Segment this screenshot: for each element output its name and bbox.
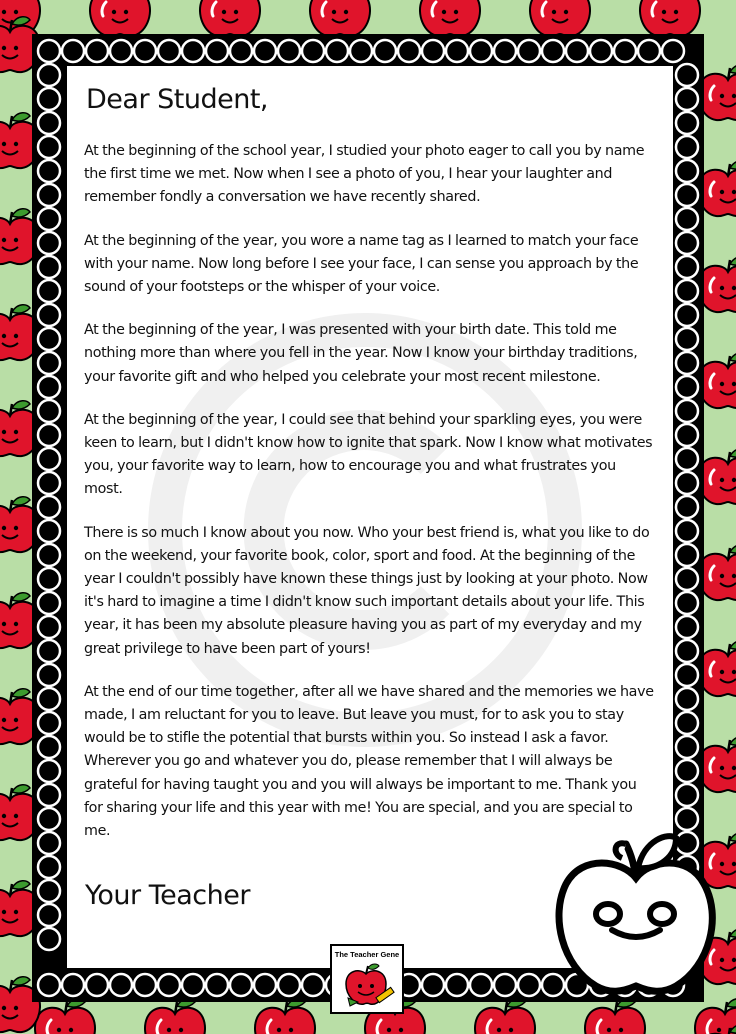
border-loop bbox=[494, 974, 516, 996]
border-loop bbox=[110, 40, 132, 62]
border-loop bbox=[230, 40, 252, 62]
border-loop bbox=[590, 40, 612, 62]
border-loop bbox=[38, 904, 60, 926]
border-loop bbox=[676, 160, 698, 182]
border-loop bbox=[566, 40, 588, 62]
border-loop bbox=[38, 88, 60, 110]
border-loop bbox=[676, 592, 698, 614]
border-loop bbox=[662, 40, 684, 62]
border-loop bbox=[676, 232, 698, 254]
border-loop bbox=[676, 664, 698, 686]
border-loop bbox=[182, 974, 204, 996]
greeting: Dear Student, bbox=[86, 84, 268, 115]
brand-badge bbox=[330, 944, 404, 1014]
border-loop bbox=[134, 40, 156, 62]
border-loop bbox=[38, 640, 60, 662]
paragraph: At the beginning of the year, you wore a name tag as I learned to match your face with your name. Now long before I see your face, I can sense you approach by the sound of your footsteps or the whisper of your voice. bbox=[84, 232, 639, 296]
border-loop bbox=[38, 400, 60, 422]
border-loop bbox=[278, 974, 300, 996]
apple-icon bbox=[420, 0, 480, 36]
border-loop bbox=[38, 688, 60, 710]
apple-icon bbox=[310, 0, 370, 36]
border-loop bbox=[206, 40, 228, 62]
apple-icon bbox=[475, 999, 535, 1034]
border-loop bbox=[676, 64, 698, 86]
border-loop bbox=[254, 974, 276, 996]
border-loop bbox=[374, 40, 396, 62]
border-loop bbox=[676, 280, 698, 302]
border-loop bbox=[676, 304, 698, 326]
border-loop bbox=[470, 974, 492, 996]
smiling-apple-icon bbox=[552, 826, 718, 1002]
border-loop bbox=[182, 40, 204, 62]
border-loop bbox=[38, 424, 60, 446]
border-loop bbox=[676, 184, 698, 206]
border-loop bbox=[676, 616, 698, 638]
border-loop bbox=[38, 376, 60, 398]
border-loop bbox=[38, 256, 60, 278]
border-loop bbox=[62, 974, 84, 996]
border-loop bbox=[518, 40, 540, 62]
border-loop bbox=[38, 328, 60, 350]
border-loop bbox=[206, 974, 228, 996]
border-loop bbox=[110, 974, 132, 996]
border-loop bbox=[326, 40, 348, 62]
border-loop bbox=[38, 760, 60, 782]
border-loop bbox=[38, 544, 60, 566]
border-loop bbox=[278, 40, 300, 62]
border-loop bbox=[38, 856, 60, 878]
apple-icon bbox=[640, 0, 700, 36]
letter-body bbox=[84, 82, 654, 863]
border-loop bbox=[38, 736, 60, 758]
border-loop bbox=[470, 40, 492, 62]
apple-icon bbox=[145, 999, 205, 1034]
border-loop bbox=[230, 974, 252, 996]
brand-name: The Teacher Gene bbox=[334, 950, 400, 959]
border-loop bbox=[676, 376, 698, 398]
apple-icon bbox=[585, 999, 645, 1034]
border-loop bbox=[350, 40, 372, 62]
border-loop bbox=[676, 472, 698, 494]
apple-icon bbox=[90, 0, 150, 36]
border-loop bbox=[446, 40, 468, 62]
paragraph: There is so much I know about you now. Who your best friend is, what you like to do on the weekend, your favorite book, color, sport and food. At the beginning of the year I couldn't possibly have known these things just by looking at your photo. Now it's hard to imagine a time I didn't know such important details about your life. This year, it has been my absolute pleasure having you as part of my everyday and my great privilege to have been part of yours! bbox=[84, 524, 650, 657]
border-loop bbox=[38, 232, 60, 254]
border-loop bbox=[38, 880, 60, 902]
border-loop bbox=[38, 304, 60, 326]
border-loop bbox=[38, 496, 60, 518]
border-loop bbox=[302, 40, 324, 62]
border-loop bbox=[38, 136, 60, 158]
border-loop bbox=[676, 208, 698, 230]
border-loop bbox=[676, 496, 698, 518]
border-loop bbox=[38, 184, 60, 206]
border-loop bbox=[676, 712, 698, 734]
apple-icon bbox=[35, 999, 95, 1034]
border-loop bbox=[676, 448, 698, 470]
border-loop bbox=[38, 112, 60, 134]
border-loop bbox=[38, 160, 60, 182]
border-loop bbox=[38, 808, 60, 830]
border-loop bbox=[676, 400, 698, 422]
border-loop bbox=[422, 974, 444, 996]
border-loop bbox=[676, 640, 698, 662]
border-loop bbox=[38, 712, 60, 734]
border-loop bbox=[676, 760, 698, 782]
border-loop bbox=[446, 974, 468, 996]
apple-icon bbox=[530, 0, 590, 36]
border-loop bbox=[302, 974, 324, 996]
border-loop bbox=[86, 40, 108, 62]
border-loop bbox=[638, 40, 660, 62]
apple-icon bbox=[200, 0, 260, 36]
border-loop bbox=[38, 616, 60, 638]
border-loop bbox=[518, 974, 540, 996]
border-loop bbox=[676, 88, 698, 110]
signature: Your Teacher bbox=[85, 880, 250, 911]
border-loop bbox=[614, 40, 636, 62]
border-loop bbox=[398, 40, 420, 62]
border-loop bbox=[38, 974, 60, 996]
border-loop bbox=[86, 974, 108, 996]
border-loop bbox=[158, 974, 180, 996]
border-loop bbox=[676, 688, 698, 710]
border-loop bbox=[676, 136, 698, 158]
border-loop bbox=[254, 40, 276, 62]
paragraph: At the end of our time together, after all we have shared and the memories we have made, I am reluctant for you to leave. But leave you must, for to ask you to stay would be to stifle the potential that bursts within you. So instead I ask a favor. Wherever you go and whatever you do, please remember that I will always be grateful for having taught you and you will always be important to me. Thank you for sharing your life and this year with me! You are special, and you are special to me. bbox=[84, 683, 654, 840]
border-loop bbox=[38, 520, 60, 542]
border-loop bbox=[38, 592, 60, 614]
paragraph: At the beginning of the year, I could see that behind your sparkling eyes, you were keen to learn, but I didn't know how to ignite that spark. Now I know what motivates you, your favorite way to learn, how to encourage you and what frustrates you most. bbox=[84, 411, 653, 498]
border-loop bbox=[676, 520, 698, 542]
border-loop bbox=[38, 832, 60, 854]
border-loop bbox=[38, 208, 60, 230]
border-loop bbox=[676, 424, 698, 446]
border-loop bbox=[676, 256, 698, 278]
border-loop bbox=[38, 664, 60, 686]
border-loop bbox=[422, 40, 444, 62]
border-loop bbox=[158, 40, 180, 62]
border-loop bbox=[676, 736, 698, 758]
border-loop bbox=[38, 64, 60, 86]
apple-icon bbox=[255, 999, 315, 1034]
border-loop bbox=[676, 352, 698, 374]
border-loop bbox=[38, 472, 60, 494]
border-loop bbox=[676, 544, 698, 566]
border-loop bbox=[38, 568, 60, 590]
border-loop bbox=[38, 784, 60, 806]
border-loop bbox=[38, 40, 60, 62]
border-loop bbox=[134, 974, 156, 996]
border-loop bbox=[676, 328, 698, 350]
border-loop bbox=[38, 928, 60, 950]
paragraph: At the beginning of the school year, I studied your photo eager to call you by name the first time we met. Now when I see a photo of you, I hear your laughter and remember fondly a conversation we have recently shared. bbox=[84, 143, 645, 206]
border-loop bbox=[676, 568, 698, 590]
border-loop bbox=[676, 112, 698, 134]
border-loop bbox=[494, 40, 516, 62]
border-loop bbox=[38, 448, 60, 470]
border-loop bbox=[38, 352, 60, 374]
apple-pencil-icon bbox=[340, 962, 396, 1010]
border-loop bbox=[38, 280, 60, 302]
border-loop bbox=[62, 40, 84, 62]
border-loop bbox=[542, 40, 564, 62]
border-loop bbox=[676, 784, 698, 806]
paragraph: At the beginning of the year, I was presented with your birth date. This told me nothing more than where you fell in the year. Now I know your birthday traditions, your favorite gift and who helped you celebrate your most recent milestone. bbox=[84, 322, 638, 385]
